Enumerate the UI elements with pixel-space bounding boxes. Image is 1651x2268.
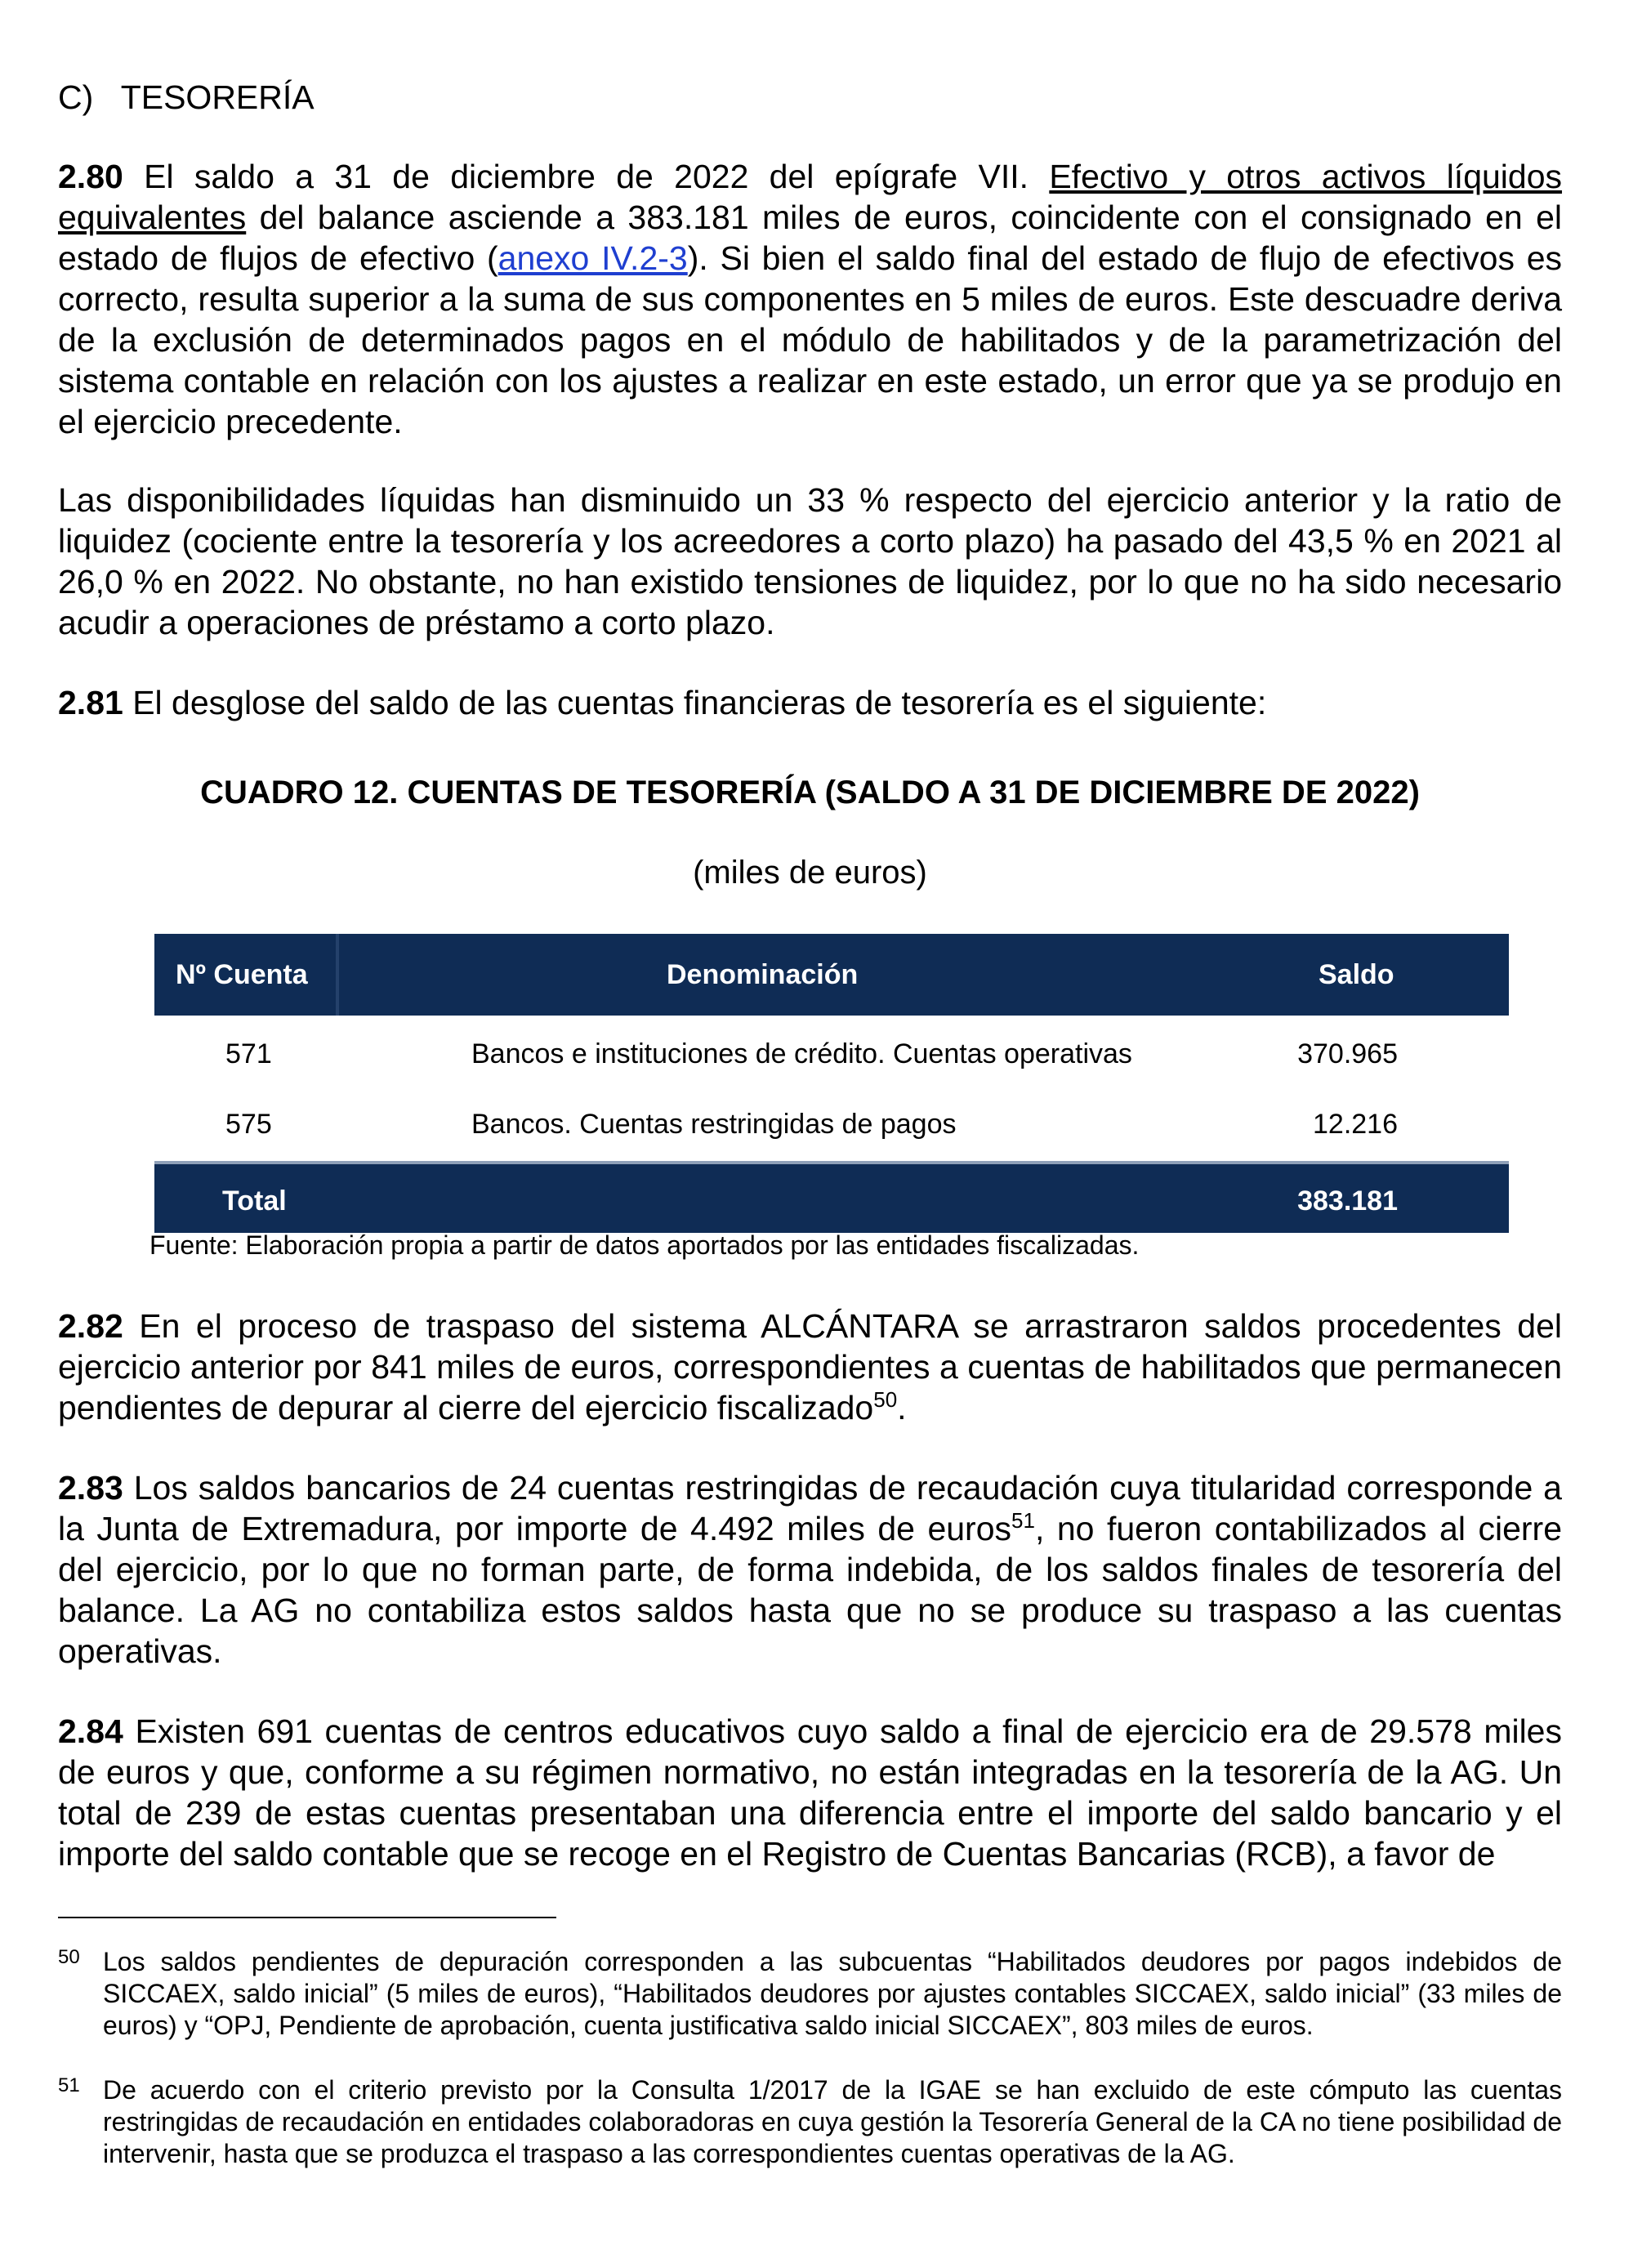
- paragraph-number: 2.82: [58, 1307, 123, 1345]
- cell-account: 571: [225, 1038, 272, 1069]
- cell-balance: 370.965: [1297, 1038, 1398, 1069]
- annex-link[interactable]: anexo IV.2-3: [498, 239, 688, 277]
- header-balance: Saldo: [1319, 959, 1394, 990]
- cell-name: Bancos. Cuentas restringidas de pagos: [471, 1109, 957, 1140]
- footnote-mark: 50: [58, 1946, 80, 1968]
- paragraph-text: Los saldos bancarios de 24 cuentas restringidas de recaudación cuya titularidad corresponde a la Junta de Extremadura, por importe de 4.492 miles de euros: [58, 1469, 1562, 1547]
- paragraph-text: El saldo a 31 de diciembre de 2022 del epígrafe VII.: [123, 158, 1050, 195]
- header-account: Nº Cuenta: [176, 959, 308, 990]
- paragraph-number: 2.83: [58, 1469, 123, 1507]
- paragraph-2-84: [58, 1711, 1562, 1874]
- header-name: Denominación: [667, 959, 859, 990]
- paragraph-number: 2.80: [58, 158, 123, 195]
- table-row: [154, 1091, 1509, 1161]
- paragraph-2-83: [58, 1467, 1562, 1672]
- paragraph-2-81: [58, 682, 1562, 723]
- paragraph-liquidity: Las disponibilidades líquidas han disminuido un 33 % respecto del ejercicio anterior y la ratio de liquidez (cociente entre la tesorería y los acreedores a corto plazo) ha pasado del 43,5 % en 2021 al 26,0 % en 2022. No obstante, no han existido tensiones de liquidez, por lo que no ha sido necesario acudir a operaciones de préstamo a corto plazo.: [58, 481, 1562, 641]
- footnote-mark: 51: [58, 2074, 80, 2096]
- header-divider: [336, 934, 339, 1016]
- footnote-50: [58, 1946, 1562, 2042]
- paragraph-text: , no fueron contabilizados al cierre del ejercicio, por lo que no forman parte, de forma indebida, de los saldos finales de tesorería del balance. La AG no contabiliza estos saldos hasta que no se produce su traspaso a las cuentas operativas.: [58, 1510, 1562, 1670]
- paragraph-2-82: 2.82 En el proceso de traspaso del sistema ALCÁNTARA se arrastraron saldos procedentes del ejercicio anterior por 841 miles de euros, correspondientes a cuentas de habilitados que permanecen pendientes de depurar al cierre del ejercicio fiscalizado$^{50}$.: [58, 1307, 1562, 1426]
- paragraph-text: El desglose del saldo de las cuentas financieras de tesorería es el siguiente:: [123, 684, 1267, 721]
- table-source: Fuente: Elaboración propia a partir de datos aportados por las entidades fiscalizadas.: [149, 1230, 1140, 1260]
- paragraph-text: ). Si bien el saldo final del estado de flujo de efectivos es correcto, resulta superior a la suma de sus componentes en 5 miles de euros. Este descuadre deriva de la exclusión de determinados pagos en el módulo de habilitados y de la parametrización del sistema contable en relación con los ajustes a realizar en este estado, un error que ya se produjo en el ejercicio precedente.: [58, 239, 1562, 440]
- table-title: CUADRO 12. CUENTAS DE TESORERÍA (SALDO A 31 DE DICIEMBRE DE 2022): [200, 775, 1420, 810]
- cell-balance: 12.216: [1313, 1109, 1398, 1140]
- table-header-row: [154, 934, 1509, 1016]
- footnote-text: Los saldos pendientes de depuración corresponden a las subcuentas “Habilitados deudores por pagos indebidos de SICCAEX, saldo inicial” (5 miles de euros), “Habilitados deudores por ajustes contables SICCAEX, saldo inicial” (33 miles de euros) y “OPJ, Pendiente de aprobación, cuenta justificativa saldo inicial SICCAEX”, 803 miles de euros.: [103, 1947, 1562, 2040]
- paragraph-text: En el proceso de traspaso del sistema ALCÁNTARA se arrastraron saldos procedentes del ejercicio anterior por 841 miles de euros, correspondientes a cuentas de habilitados que permanecen pendientes de depurar al cierre del ejercicio fiscalizado: [58, 1307, 1562, 1426]
- table-units: (miles de euros): [693, 855, 927, 891]
- footnote-text: De acuerdo con el criterio previsto por la Consulta 1/2017 de la IGAE se han excluido de este cómputo las cuentas restringidas de recaudación en entidades colaboradoras en cuya gestión la Tesorería General de la CA no tiene posibilidad de intervenir, hasta que se produzca el traspaso a las correspondientes cuentas operativas de la AG.: [103, 2075, 1562, 2168]
- total-balance: 383.181: [1297, 1185, 1398, 1217]
- table-row: [154, 1020, 1509, 1091]
- underlined-term: Efectivo y otros activos líquidos equivalentes: [58, 158, 1563, 236]
- paragraph-text: del balance asciende a 383.181 miles de euros, coincidente con el consignado en el estado de flujos de efectivo (: [58, 199, 1562, 277]
- cell-name: Bancos e instituciones de crédito. Cuentas operativas: [471, 1038, 1132, 1069]
- section-heading: C) TESORERÍA: [58, 78, 315, 116]
- total-label: Total: [222, 1185, 287, 1217]
- paragraph-number: 2.81: [58, 684, 123, 721]
- footnote-ref-50: 50: [873, 1387, 898, 1412]
- paragraph-number: 2.84: [58, 1712, 123, 1750]
- footnote-separator: [58, 1917, 556, 1918]
- cell-account: 575: [225, 1109, 272, 1140]
- paragraph-text: Existen 691 cuentas de centros educativos cuyo saldo a final de ejercicio era de 29.578 miles de euros y que, conforme a su régimen normativo, no están integradas en la tesorería de la AG. Un total de 239 de estas cuentas presentaban una diferencia entre el importe del saldo bancario y el importe del saldo contable que se recoge en el Registro de Cuentas Bancarias (RCB), a favor de: [58, 1712, 1562, 1873]
- paragraph-2-80: [58, 156, 1562, 442]
- footnote-51: [58, 2074, 1562, 2170]
- table-total-row: [154, 1161, 1509, 1233]
- footnote-ref-51: 51: [1011, 1508, 1035, 1533]
